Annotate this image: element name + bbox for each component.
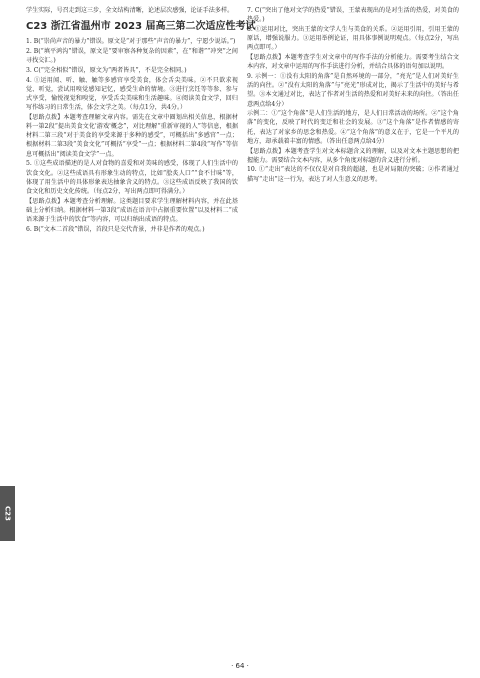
answer-8: 8. ①运用对比，突出王蒙的文学人生与美食的关系。②运用引用，引用王蒙的原话，增强说服力。③运用举例论证，用具体事例说明观点。（每点2分，写出两点即可。）: [247, 25, 459, 52]
side-tab-label: C23: [0, 486, 15, 541]
answer-9-example-2: 示例二：①“这个角落”是人们生活的地方，是人们日常活动的场所。②“这个角落”的变化，反映了时代的变迁和社会的发展。③“这个角落”是作者情感的寄托，表达了对家乡的思念和热爱。④“这个角落”的意义在于，它是一个平凡的地方，却承载着丰富的情感。（答出任意两点给4分）: [247, 110, 459, 145]
answer-5: 5. ①这些成语描述的是人对食物的喜爱和对美味的感受，体现了人们生活中的饮食文化。②这些成语具有形象生动的特点，比如“脍炙人口”“食不甘味”等，体现了用生活中的具体形象表达抽象含义的特点。③这些成语反映了我国的饮食文化和历史文化传统。（每点2分，写出两点即可得满分。）: [26, 160, 238, 195]
analysis-5: 【思路点拨】本题考查分析理解。这类题目要求学生理解材料内容，并在此基础上分析归纳。根据材料一第3段“成语在语言中占据重要位置”以及材料二“成语来源于生活中的饮食”等内容，可以归纳出成语的特点。: [26, 197, 238, 224]
left-column: [26, 6, 256, 234]
analysis-4: 【思路点拨】本题考查理解文章内容。需先在文章中圈划出相关信息，根据材料一第2段“提出美食文化'游戏'概念”，对比理解“重新审视的人”等信息，根据材料二第三段“对于美食的享受来源于多种的感受”，可概括出“多感官”一点；根据材料二第3段“美食文化”可概括“享受”一点；根据材料二第4段“写作”等信息可概括出“阅读美食文学”一点。: [26, 113, 238, 158]
answer-2: 2. B(“填平鸿沟”错误，原文是“要审察各种复杂的因素”，在“和谐”“冲突”之间寻找交汇。): [26, 47, 238, 65]
answer-6: 6. B(“文本二首段”错误，首段只是交代背景，并非是作者的观点。): [26, 225, 205, 233]
answer-10: 10. ①“走出”表达的不仅仅是对自我的超越，也是对局限的突破；②作者通过描写“走出”这一行为，表达了对人生意义的思考。: [247, 166, 459, 183]
answer-7: 7. C(“突出了他对文学的热爱”错误，王蒙表现出的是对生活的热爱，对美食的热爱。): [247, 7, 459, 24]
analysis-9: 【思路点拨】本题考查学生对文本标题含义的理解，以及对文本主题思想的把握能力。需要结合文本内容，从多个角度对标题的含义进行分析。: [247, 147, 459, 164]
right-column: [247, 6, 459, 184]
analysis-8: 【思路点拨】本题考查学生对文章中的写作手法的分析能力。需要考生结合文本内容，对文章中运用的写作手法进行分析，并结合具体的语句加以说明。: [247, 54, 459, 71]
answer-1: 1. B(“崇尚声音的暴力”错误。原文是“对于那些“声音的暴力”，宁愿少说话。”): [26, 38, 236, 46]
page-number: · 64 ·: [231, 662, 249, 670]
answer-3: 3. C(“完全相似”错误，原文为“两者皆具”，不是完全相同。): [26, 66, 187, 74]
answer-4: 4. ①运用闻、听、触、触等多感官享受美食，体会舌尖美味。②不只欲求视觉、听觉，尝试用嗅觉感知记忆，感受生命的情境。③进行烹饪等等参、参与式享受，愉悦视觉和嗅觉，享受舌尖美味和生活趣味。④阅读美食文学，回归写作练习的日常生活，体会文学之美。（每点1分，共4分。）: [26, 76, 238, 112]
section-title: C23 浙江省温州市 2023 届高三第二次适应性考试: [26, 21, 256, 33]
answer-9-example-1: 9. 示例一：①没有太阳的角落”是自然环境的一部分，“亮光”是人们对美好生活的向往。②“没有太阳的角落”与“亮光”形成对比，揭示了生活中的美好与希望。③本文通过对比，表达了作者对生活的热爱和对美好未来的向往。（答出任意两点给4分）: [247, 72, 459, 108]
intro-text: 学生实际，号召走到这三步，全文结构清晰，论述层次感强，论证手法多样。: [26, 7, 234, 14]
